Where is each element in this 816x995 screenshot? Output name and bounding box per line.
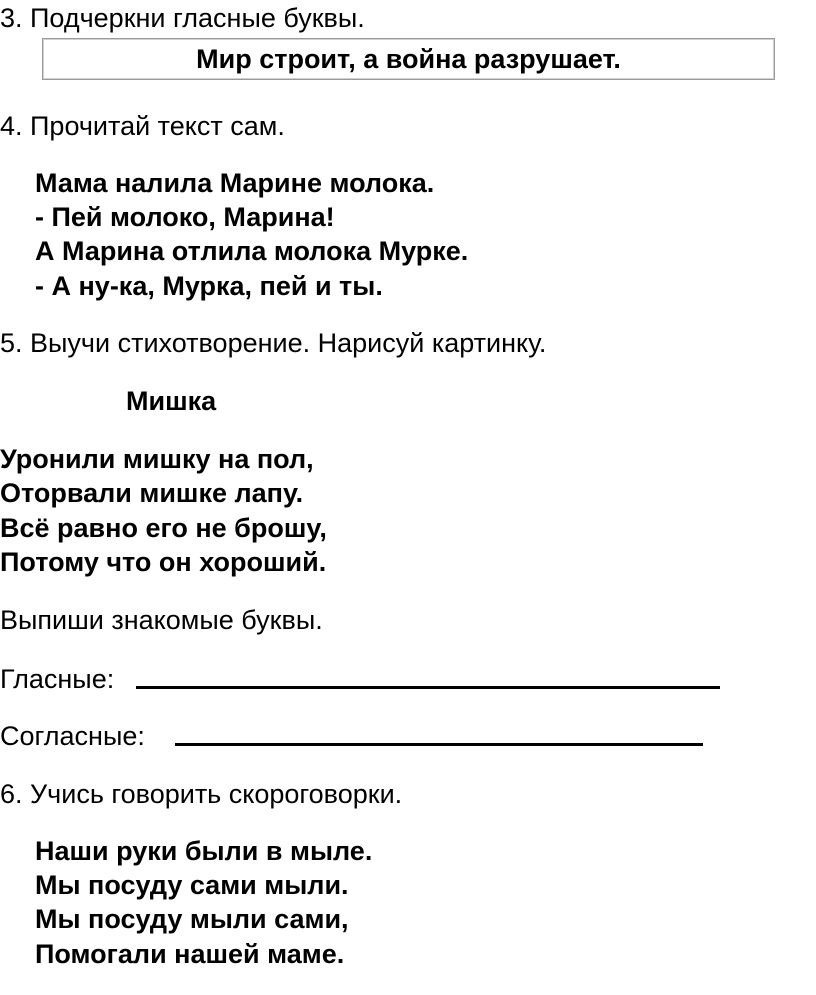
tongue-twister-line-3: Мы посуду мыли сами, — [35, 904, 349, 934]
poem-line-1: Уронили мишку на пол, — [0, 444, 314, 474]
task4-heading: 4. Прочитай текст сам. — [0, 111, 285, 141]
task5-heading: 5. Выучи стихотворение. Нарисуй картинку. — [0, 328, 547, 358]
poem-line-4: Потому что он хороший. — [0, 547, 327, 577]
task3-sentence-frame — [42, 38, 775, 80]
task4-text-line-2: - Пей молоко, Марина! — [35, 202, 335, 232]
poem-line-2: Оторвали мишке лапу. — [0, 478, 304, 508]
task3-heading: 3. Подчеркни гласные буквы. — [0, 3, 365, 33]
tongue-twister-line-1: Наши руки были в мыле. — [35, 836, 373, 866]
task4-text-line-4: - А ну-ка, Мурка, пей и ты. — [35, 271, 383, 301]
poem-line-3: Всё равно его не брошу, — [0, 513, 327, 543]
vowels-label: Гласные: — [0, 664, 115, 694]
task3-sentence: Мир строит, а война разрушает. — [196, 44, 621, 74]
letters-instruction: Выпиши знакомые буквы. — [0, 605, 323, 635]
task4-text-line-3: А Марина отлила молока Мурке. — [35, 236, 469, 266]
consonants-label: Согласные: — [0, 721, 145, 751]
task6-heading: 6. Учись говорить скороговорки. — [0, 779, 403, 809]
tongue-twister-line-2: Мы посуду сами мыли. — [35, 870, 349, 900]
task4-text-line-1: Мама налила Марине молока. — [35, 168, 435, 198]
tongue-twister-line-4: Помогали нашей маме. — [35, 939, 345, 969]
poem-title: Мишка — [126, 386, 217, 416]
vowels-answer-line[interactable] — [136, 686, 720, 689]
consonants-answer-line[interactable] — [175, 743, 703, 746]
